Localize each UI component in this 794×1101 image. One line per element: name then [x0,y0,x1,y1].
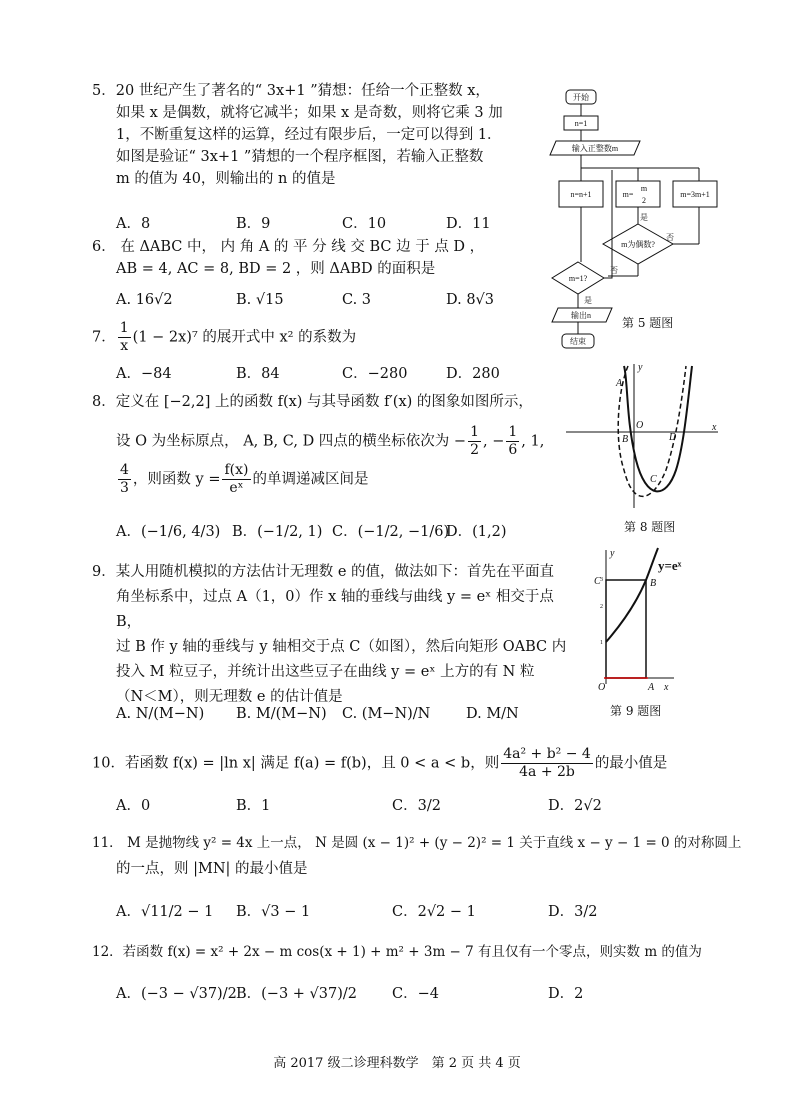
q5-options [116,212,536,232]
q7-option-d[interactable]: D．280 [446,366,500,382]
q11-option-a[interactable]: A．√11/2 − 1 [116,904,214,920]
q6-option-a[interactable]: A. 16√2 [116,292,173,308]
fig8-label-d: D [669,432,677,443]
question-11 [92,830,742,882]
q9-option-c[interactable]: C. (M−N)/N [342,706,431,722]
q5-option-b[interactable]: B．9 [236,216,271,232]
q8-frac-b-num: 1 [508,424,518,440]
q10-fraction [501,746,593,781]
flow-output-label: 输出n [571,311,591,320]
q10-options [116,794,636,814]
q8-sep: , − [483,433,505,450]
q7-option-a[interactable]: A．−84 [116,366,172,382]
q11-option-b[interactable]: B．√3 − 1 [236,904,311,920]
fig8-label-a: A [616,378,623,389]
q8-frac-c-den: 3 [120,480,129,496]
q5-line-3: 1，不断重复这样的运算，经过有限步后，一定可以得到 1． [116,127,502,143]
question-9 [92,560,572,710]
question-5 [92,80,532,190]
q8-frac-d-den: eˣ [229,480,244,496]
q6-line-1: 6． 在 ΔABC 中， 内 角 A 的 平 分 线 交 BC 边 于 点 D ， [92,239,485,255]
q7-fraction [118,320,131,355]
q8-options [116,520,536,540]
fig9-label-b: B [650,578,657,589]
fig9-tick-3: 3 [600,577,603,583]
fig9-curve-label: y=eˣ [658,558,682,573]
q10-fraction-den: 4a + 2b [519,764,575,780]
q9-line-1: 9．某人用随机模拟的方法估计无理数 e 的值，做法如下：首先在平面直 [92,564,555,580]
flow-no-label-2: 否 [610,266,618,275]
flow-box3-label: m=3m+1 [680,190,710,199]
fig9-x-label: x [664,682,669,693]
q10-post: 的最小值是 [594,755,668,772]
flow-box2-prefix: m= [622,190,634,199]
page-footer: 高 2017 级二诊理科数学 第 2 页 共 4 页 [273,1056,521,1071]
q5-option-d[interactable]: D．11 [446,216,491,232]
q9-line-5: （N＜M），则无理数 e 的估计值是 [116,689,343,705]
figure-q8 [566,360,726,510]
q6-option-b[interactable]: B. √15 [236,292,284,308]
q8-option-a[interactable]: A．(−1/6, 4/3) [116,524,221,540]
q12-option-d[interactable]: D．2 [548,986,584,1002]
q8-frac-b-den: 6 [508,442,518,458]
q10-option-a[interactable]: A．0 [116,798,151,814]
q9-option-d[interactable]: D. M/N [466,706,519,722]
q5-option-c[interactable]: C．10 [342,216,387,232]
flow-yes-label-2: 是 [584,296,592,305]
fig8-label-o: O [636,420,644,431]
q8-line3-post: 的单调递减区间是 [252,471,369,488]
q7-option-b[interactable]: B．84 [236,366,280,382]
q7-text: (1 − 2x)⁷ 的展开式中 x² 的系数为 [132,329,357,346]
flow-box2-denominator: 2 [642,196,646,205]
fig8-x-label: x [712,422,717,433]
q5-line-2: 如果 x 是偶数，就将它减半；如果 x 是奇数，则将它乘 3 加 [116,105,503,121]
q7-number: 7． [92,329,116,346]
q8-line-2 [116,424,544,459]
caption-q8: 第 8 题图 [624,520,676,534]
q9-option-a[interactable]: A. N/(M−N) [116,706,205,722]
flow-box2-numerator: m [640,184,648,193]
q8-option-b[interactable]: B．(−1/2, 1) [232,524,323,540]
q8-frac-c [118,462,131,497]
q8-option-c[interactable]: C．(−1/2, −1/6) [332,524,450,540]
q8-frac-b [506,424,519,459]
fig9-tick-1: 1 [600,640,603,646]
q8-line2-pre: 设 O 为坐标原点， A, B, C, D 四点的横坐标依次为 − [116,433,467,450]
q9-line-2: 角坐标系中，过点 A（1，0）作 x 轴的垂线与曲线 y = eˣ 相交于点 B， [116,589,554,630]
flow-yes-label-1: 是 [640,213,648,222]
question-6 [92,236,532,280]
flow-start-label: 开始 [573,93,589,102]
question-10 [92,746,667,781]
q10-fraction-num: 4a² + b² − 4 [503,746,591,762]
fig8-y-label: y [638,362,643,373]
q7-options [116,362,536,382]
question-7 [92,320,356,355]
q5-option-a[interactable]: A．8 [116,216,151,232]
q11-options [116,900,636,920]
caption-q9: 第 9 题图 [610,704,662,718]
q12-options [116,982,636,1002]
figure-q9 [586,544,706,694]
q8-frac-a-num: 1 [470,424,479,440]
q9-line-3: 过 B 作 y 轴的垂线与 y 轴相交于点 C（如图），然后向矩形 OABC 内 [116,639,567,655]
q6-options [116,292,536,312]
caption-q5: 第 5 题图 [622,316,674,330]
q6-option-d[interactable]: D. 8√3 [446,292,495,308]
flow-input-label: 输入正整数m [571,144,619,153]
fig9-label-o: O [598,682,606,693]
flow-diamond1-label: m为偶数? [621,240,655,249]
fig9-label-a: A [648,682,655,693]
q11-option-c[interactable]: C．2√2 − 1 [392,904,476,920]
q10-option-b[interactable]: B．1 [236,798,271,814]
q7-option-c[interactable]: C．−280 [342,366,408,382]
fig8-label-b: B [622,434,629,445]
q8-option-d[interactable]: D．(1,2) [446,524,507,540]
q6-line-2: AB = 4, AC = 8, BD = 2 ，则 ΔABD 的面积是 [116,261,436,277]
fig9-y-label: y [610,548,615,559]
q8-line3-mid: ，则函数 y = [132,471,221,488]
q11-line-1: 11． M 是抛物线 y² = 4x 上一点， N 是圆 (x − 1)² + (y − 2)² = 1 关于直线 x − y − 1 = 0 的对称圆上 [92,835,742,851]
q7-fraction-den: x [120,338,129,354]
q8-frac-d [222,462,250,497]
flow-box1-label: n=n+1 [570,190,592,199]
q11-option-d[interactable]: D．3/2 [548,904,598,920]
q8-frac-d-num: f(x) [224,462,249,478]
q12-option-c[interactable]: C．−4 [392,986,439,1002]
q8-line2-post: , 1, [521,433,545,450]
q8-frac-c-num: 4 [120,462,129,478]
q10-option-c[interactable]: C．3/2 [392,798,441,814]
fig9-tick-2: 2 [600,604,603,610]
q7-fraction-num: 1 [119,320,129,336]
q5-line-5: m 的值为 40，则输出的 n 的值是 [116,171,336,187]
q9-options [116,706,536,726]
q12-option-b[interactable]: B．(−3 + √37)/2 [236,986,358,1002]
flow-end-label: 结束 [570,337,586,346]
fig9-label-c: C [594,576,601,587]
q8-frac-a [468,424,481,459]
q8-frac-a-den: 2 [470,442,479,458]
fig9-curve-exp [606,548,658,642]
q5-line-1: 5．20 世纪产生了著名的“ 3x+1 ”猜想：任给一个正整数 x， [92,83,490,99]
q6-option-c[interactable]: C. 3 [342,292,372,308]
flow-no-label-1: 否 [666,233,674,242]
q9-line-4: 投入 M 粒豆子，并统计出这些豆子在曲线 y = eˣ 上方的有 N 粒 [116,664,535,680]
q9-option-b[interactable]: B. M/(M−N) [236,706,327,722]
flow-diamond2-label: m=1? [568,274,588,283]
q10-option-d[interactable]: D．2√2 [548,798,602,814]
q5-line-4: 如图是验证“ 3x+1 ”猜想的一个程序框图，若输入正整数 [116,149,484,165]
fig8-label-c: C [650,474,657,485]
q8-line-1: 8．定义在 [−2,2] 上的函数 f(x) 与其导函数 f′(x) 的图象如图所示， [92,394,533,410]
q8-line-3 [116,462,369,497]
flow-init-label: n=1 [574,119,588,128]
question-12: 12．若函数 f(x) = x² + 2x − m cos(x + 1) + m² + 3m − 7 有且仅有一个零点，则实数 m 的值为 [92,944,702,960]
q10-text: 10．若函数 f(x) = |ln x| 满足 f(a) = f(b)，且 0 < a < b，则 [92,755,500,772]
q12-option-a[interactable]: A．(−3 − √37)/2 [116,986,237,1002]
q11-line-2: 的一点，则 |MN| 的最小值是 [116,861,308,877]
